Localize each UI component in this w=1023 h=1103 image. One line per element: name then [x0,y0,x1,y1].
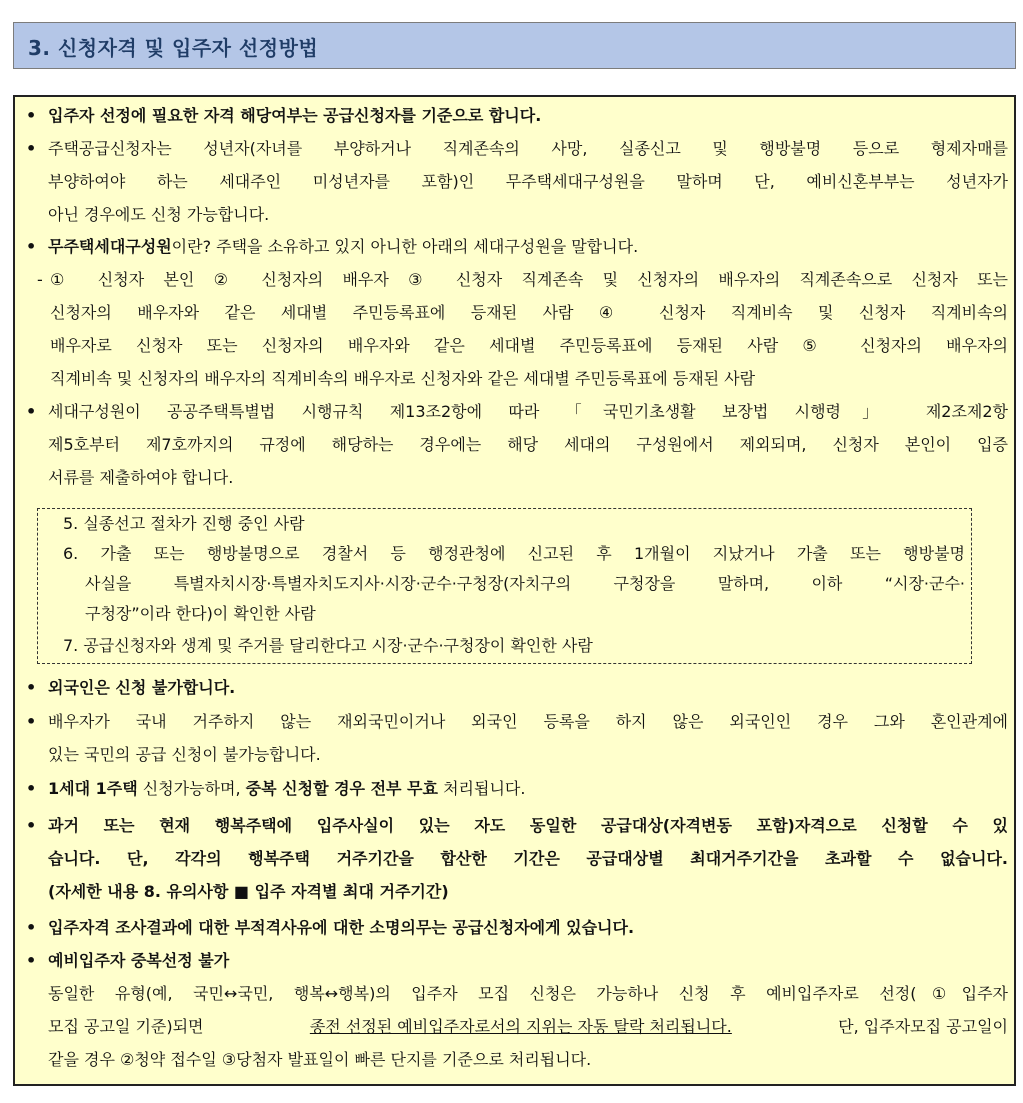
paragraph-line: 동일한 유형(예, 국민↔국민, 행복↔행복)의 입주자 모집 신청은 가능하나 신청 후 예비입주자로 선정(①입주자 [48,984,1008,1003]
term-definition: 이란? 주택을 소유하고 있지 아니한 아래의 세대구성원을 말합니다. [171,237,639,256]
bullet-glyph: • [26,106,37,125]
bullet-glyph: • [26,712,37,731]
paragraph-line: 배우자로 신청자 또는 신청자의 배우자와 같은 세대별 주민등록표에 등재된 사람 ⑤ 신청자의 배우자의 [50,336,1008,355]
rule-applicant-basis: 입주자 선정에 필요한 자격 해당여부는 공급신청자를 기준으로 합니다. [48,106,542,125]
one-house-rule: 1세대 1주택 [48,779,138,798]
paragraph-line: 직계비속 및 신청자의 배우자의 직계비속의 배우자로 신청자와 같은 세대별 주민등록표에 등재된 사람 [50,369,756,388]
list-item [15,136,1015,162]
text-fragment: 처리됩니다. [437,779,526,798]
bullet-glyph: • [26,237,37,256]
text-fragment: 단, 입주자모집 공고일이 [833,1017,1008,1036]
duplicate-void-rule: 중복 신청할 경우 전부 무효 [245,779,438,798]
section-title: 3. 신청자격 및 입주자 선정방법 [28,36,319,60]
rule-disqualification-proof: 입주자격 조사결과에 대한 부적격사유에 대한 소명의무는 공급신청자에게 있습니다. [48,918,635,937]
exclusion-item-cont: 구청장”이라 한다)이 확인한 사람 [85,604,316,623]
list-item [15,709,1015,735]
exclusion-item-cont: 사실을 특별자치시장·특별자치도지사·시장·군수·구청장(자치구의 구청장을 말하며, 이하 “시장·군수· [85,574,965,593]
list-item [15,948,1015,974]
paragraph-line: 과거 또는 현재 행복주택에 입주사실이 있는 자도 동일한 공급대상(자격변동 포함)자격으로 신청할 수 있 [48,816,1008,835]
bullet-glyph: • [26,951,37,970]
list-item [15,813,1015,839]
exclusion-item: 6. 가출 또는 행방불명으로 경찰서 등 행정관청에 신고된 후 1개월이 지났거나 가출 또는 행방불명 [63,544,965,563]
list-item [15,675,1015,701]
bullet-glyph: • [26,779,37,798]
exclusion-item: 7. 공급신청자와 생계 및 주거를 달리한다고 시장·군수·구청장이 확인한 사람 [63,636,593,655]
section-header [13,22,1016,69]
paragraph-line: 서류를 제출하여야 합니다. [48,468,234,487]
text-fragment: 신청가능하며, [137,779,246,798]
list-item [15,234,1015,260]
bullet-glyph: • [26,678,37,697]
paragraph-line: 있는 국민의 공급 신청이 불가능합니다. [48,745,321,764]
paragraph-line: (자세한 내용 8. 유의사항 ■ 입주 자격별 최대 거주기간) [48,882,449,901]
auto-drop-notice: 종전 선정된 예비입주자로서의 지위는 자동 탈락 처리됩니다. [309,1017,732,1036]
dash-marker: - [37,270,43,289]
bullet-glyph: • [26,402,37,421]
list-item [15,399,1015,425]
list-item [15,103,1015,129]
bullet-glyph: • [26,816,37,835]
paragraph-line: 배우자가 국내 거주하지 않는 재외국민이거나 외국인 등록을 하지 않은 외국인인 경우 그와 혼인관계에 [48,712,1008,731]
text-fragment: 모집 공고일 기준)되면 [48,1017,209,1036]
paragraph-line: 아닌 경우에도 신청 가능합니다. [48,205,270,224]
paragraph-line: ① 신청자 본인 ② 신청자의 배우자 ③ 신청자 직계존속 및 신청자의 배우자의 직계존속으로 신청자 또는 [50,270,1008,289]
bullet-glyph: • [26,918,37,937]
paragraph-line: 부양하여야 하는 세대주인 미성년자를 포함)인 무주택세대구성원을 말하며 단, 예비신혼부부는 성년자가 [48,172,1008,191]
term-household-member: 무주택세대구성원 [48,237,172,256]
paragraph-line: 제5호부터 제7호까지의 규정에 해당하는 경우에는 해당 세대의 구성원에서 제외되며, 신청자 본인이 입증 [48,435,1008,454]
paragraph-line: 같을 경우 ②청약 접수일 ③당첨자 발표일이 빠른 단지를 기준으로 처리됩니다. [48,1050,592,1069]
content-box [13,95,1016,1086]
list-item [15,915,1015,941]
paragraph-line: 습니다. 단, 각각의 행복주택 거주기간을 합산한 기간은 공급대상별 최대거주기간을 초과할 수 없습니다. [48,849,1008,868]
paragraph-line: 세대구성원이 공공주택특별법 시행규칙 제13조2항에 따라 「국민기초생활 보장법 시행령」 제2조제2항 [48,402,1008,421]
rule-foreigner: 외국인은 신청 불가합니다. [48,678,236,697]
rule-reserve-duplicate: 예비입주자 중복선정 불가 [48,951,230,970]
exclusion-item: 5. 실종선고 절차가 진행 중인 사람 [63,514,305,533]
paragraph-line: 주택공급신청자는 성년자(자녀를 부양하거나 직계존속의 사망, 실종신고 및 행방불명 등으로 형제자매를 [48,139,1008,158]
bullet-glyph: • [26,139,37,158]
paragraph-line: 신청자의 배우자와 같은 세대별 주민등록표에 등재된 사람 ④ 신청자 직계비속 및 신청자 직계비속의 [50,303,1008,322]
list-item [15,267,1015,293]
list-item [15,776,1015,802]
